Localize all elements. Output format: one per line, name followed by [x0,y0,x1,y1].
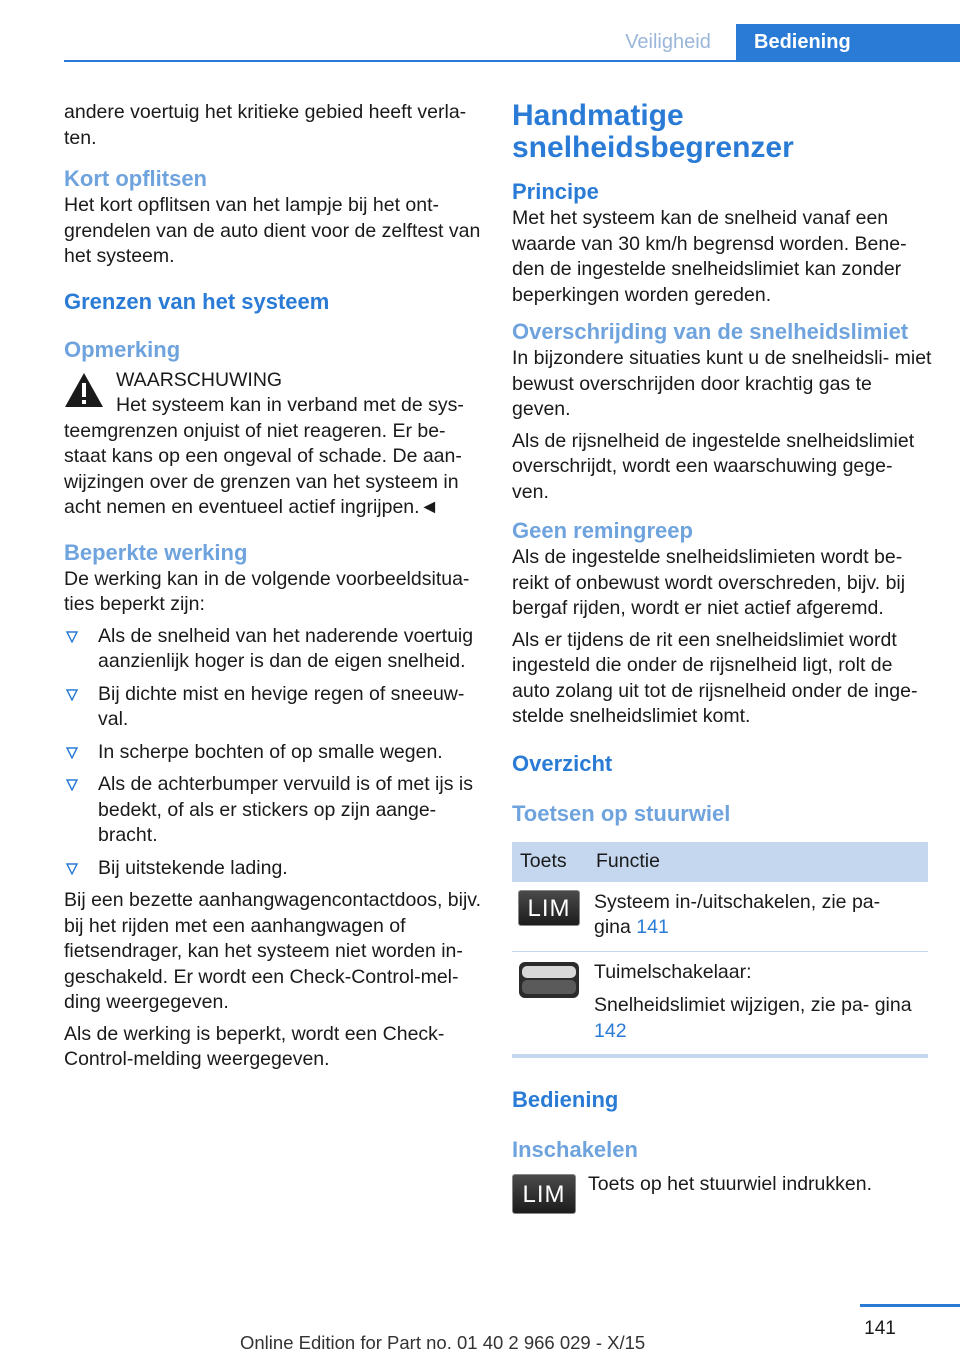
page-link-142[interactable]: 142 [594,1019,627,1042]
bediening-heading: Bediening [512,1087,619,1112]
intro-text: andere voertuig het kritieke gebied heeft verla‐ ten. [64,101,467,149]
warning-triangle-icon [64,372,104,408]
table-header-function: Functie [588,842,928,882]
overschrijding-text-1: In bijzondere situaties kunt u de snelheidsli‐ miet bewust overschrijden door krachtig gas te geven. [512,347,932,420]
geen-remingreep-text-2: Als er tijdens de rit een snelheidslimiet wordt ingesteld die onder de rijsnelheid ligt, rolt de auto zolang uit tot de rijsnelheid onder de inge‐ stelde snelheidslimiet komt. [512,628,918,727]
triangle-bullet-icon [66,863,78,875]
limitations-list [64,624,482,882]
table-row [512,882,928,952]
table-header-key: Toets [512,842,588,882]
limited-text: Als de werking is beperkt, wordt een Check- Control-melding weergegeven. [64,1022,445,1070]
table-cell-function: Tuimelschakelaar: Snelheidslimiet wijzigen, zie pa‐ gina 142 [588,951,928,1056]
trailer-text: Bij een bezette aanhangwagencontactdoos, bijv. bij het rijden met een aanhangwagen of fietsendrager, kan het systeem niet worden in‐ geschakeld. Er wordt een Check-Control-mel‐ ding weergegeven. [64,889,482,1013]
page-link-141[interactable]: 141 [636,916,669,938]
warning-label: WAARSCHUWING [116,368,283,391]
toetsen-heading: Toetsen op stuurwiel [512,800,731,826]
triangle-bullet-icon [66,631,78,643]
main-title: Handmatige snelheidsbegrenzer [512,99,794,164]
list-item: Bij dichte mist en hevige regen of sneeuw‐ val. [64,682,482,733]
overschrijding-text-2: Als de rijsnelheid de ingestelde snelheidslimiet overschrijdt, wordt een waarschuwing gege‐ ven. [512,429,915,503]
footer-divider [860,1304,960,1307]
header-divider [64,60,960,62]
kort-opflitsen-text: Het kort opflitsen van het lampje bij het ont‐ grendelen van de auto dient voor de zelftest van het systeem. [64,194,481,267]
overzicht-heading: Overzicht [512,750,613,776]
warning-block [64,368,482,521]
table-row [512,951,928,1056]
lim-button-icon: LIM [512,1174,576,1214]
table-cell-function: Systeem in-/uitschakelen, zie pa‐ gina 141 [588,882,928,952]
principe-text: Met het systeem kan de snelheid vanaf een waarde van 30 km/h begrensd worden. Bene‐ den de ingestelde snelheidslimiet kan zonder beperkingen worden gereden. [512,207,907,306]
tab-veiligheid[interactable]: Veiligheid [625,31,711,53]
list-item: Als de snelheid van het naderende voertuig aanzienlijk hoger is dan de eigen snelheid. [64,624,482,675]
inschakelen-row [512,1174,932,1218]
overschrijding-heading: Overschrijding van de snelheidslimiet [512,319,909,344]
footer-edition: Online Edition for Part no. 01 40 2 966 029 - X/15 [240,1332,646,1353]
tab-bediening[interactable]: Bediening [736,24,960,60]
inschakelen-text: Toets op het stuurwiel indrukken. [588,1173,872,1195]
principe-heading: Principe [512,179,599,204]
triangle-bullet-icon [66,779,78,791]
list-item: In scherpe bochten of op smalle wegen. [64,740,482,766]
opmerking-heading: Opmerking [64,336,181,362]
warning-rest: teemgrenzen onjuist of niet reageren. Er be‐ staat kans op een ongeval of schade. De aan‐ wijzingen over de grenzen van het systeem in acht nemen en eventueel actief ingrijpen.◄ [64,419,462,518]
warning-first-line: Het systeem kan in verband met de sys‐ [116,394,464,416]
list-item: Als de achterbumper vervuild is of met ijs is bedekt, of als er stickers op zijn aange‐ bracht. [64,772,482,849]
geen-remingreep-text-1: Als de ingestelde snelheidslimieten wordt be‐ reikt of onbewust wordt overschreden, bijv. bij bergaf rijden, wordt er niet actief afgeremd. [512,546,906,619]
page-number: 141 [864,1318,896,1339]
inschakelen-heading: Inschakelen [512,1137,638,1162]
kort-opflitsen-heading: Kort opflitsen [64,166,207,191]
beperkte-werking-heading: Beperkte werking [64,539,248,565]
triangle-bullet-icon [66,689,78,701]
beperkte-werking-text: De werking kan in de volgende voorbeeldsitua‐ ties beperkt zijn: [64,567,470,615]
lim-button-icon: LIM [518,890,580,926]
rocker-switch-icon [518,960,580,1000]
geen-remingreep-heading: Geen remingreep [512,518,693,543]
right-column [512,100,932,1218]
grenzen-heading: Grenzen van het systeem [64,288,330,314]
left-column [64,100,482,1079]
list-item: Bij uitstekende lading. [64,856,482,882]
triangle-bullet-icon [66,747,78,759]
keys-table [512,842,928,1059]
